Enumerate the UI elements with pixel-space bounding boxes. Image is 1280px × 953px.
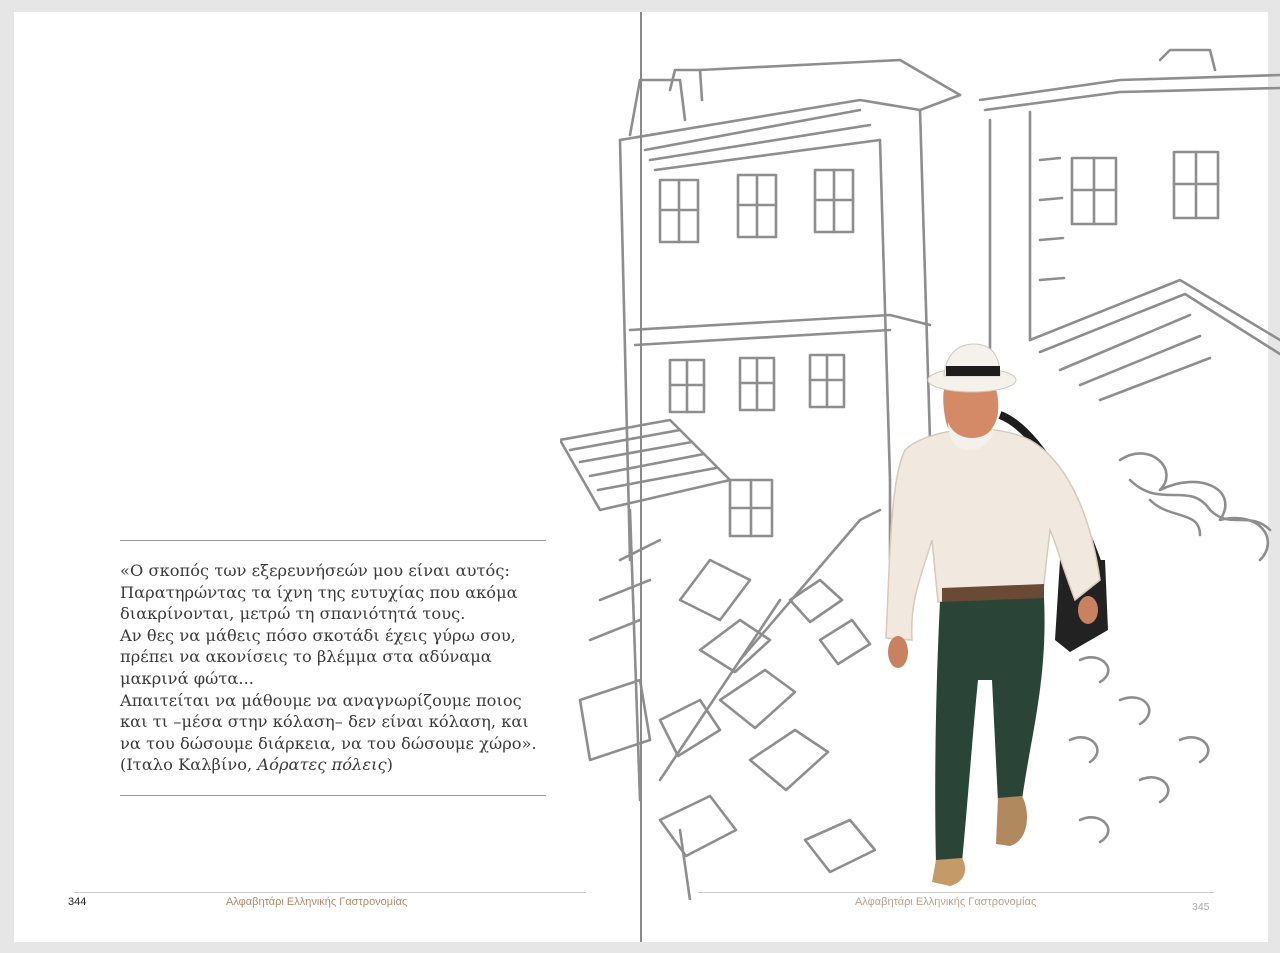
quote-line: Απαιτείται να μάθουμε να αναγνωρίζουμε ποιος bbox=[120, 690, 522, 710]
walking-man-figure bbox=[886, 344, 1108, 886]
page-number: 344 bbox=[68, 896, 87, 908]
left-page bbox=[14, 12, 640, 942]
quote-rule-bottom bbox=[120, 795, 546, 796]
running-title: Αλφαβητάρι Ελληνικής Γαστρονομίας bbox=[855, 896, 1037, 908]
quote-rule-top bbox=[120, 540, 546, 541]
running-title: Αλφαβητάρι Ελληνικής Γαστρονομίας bbox=[226, 896, 408, 908]
quote-line: «Ο σκοπός των εξερευνήσεών μου είναι αυτός: bbox=[120, 561, 510, 580]
attribution-work-title: Αόρατες πόλεις bbox=[257, 755, 387, 775]
quote-line: διακρίνονται, μετρώ τη σπανιότητά τους. bbox=[120, 604, 466, 624]
quote-line: πρέπει να ακονίσεις το βλέμμα στα αδύναμα bbox=[120, 647, 492, 667]
attribution-prefix: (Ιταλο Καλβίνο, bbox=[120, 755, 258, 775]
quote-line: Παρατηρώντας τα ίχνη της ευτυχίας που ακόμα bbox=[120, 582, 518, 602]
attribution-suffix: ) bbox=[386, 755, 393, 775]
page-number: 345 bbox=[1192, 901, 1210, 913]
village-sketch-illustration bbox=[560, 40, 1280, 900]
quote-line: και τι –μέσα στην κόλαση– δεν είναι κόλαση, και bbox=[120, 712, 529, 732]
footer-rule bbox=[74, 892, 586, 893]
quote-line: να του δώσουμε διάρκεια, να του δώσουμε χώρο». bbox=[120, 733, 537, 753]
quote-attribution bbox=[120, 754, 550, 776]
quote-line: μακρινά φώτα... bbox=[120, 668, 254, 688]
book-gutter bbox=[640, 12, 642, 942]
quote-line: Αν θες να μάθεις πόσο σκοτάδι έχεις γύρω σου, bbox=[120, 625, 516, 645]
calvino-quote bbox=[120, 560, 550, 776]
